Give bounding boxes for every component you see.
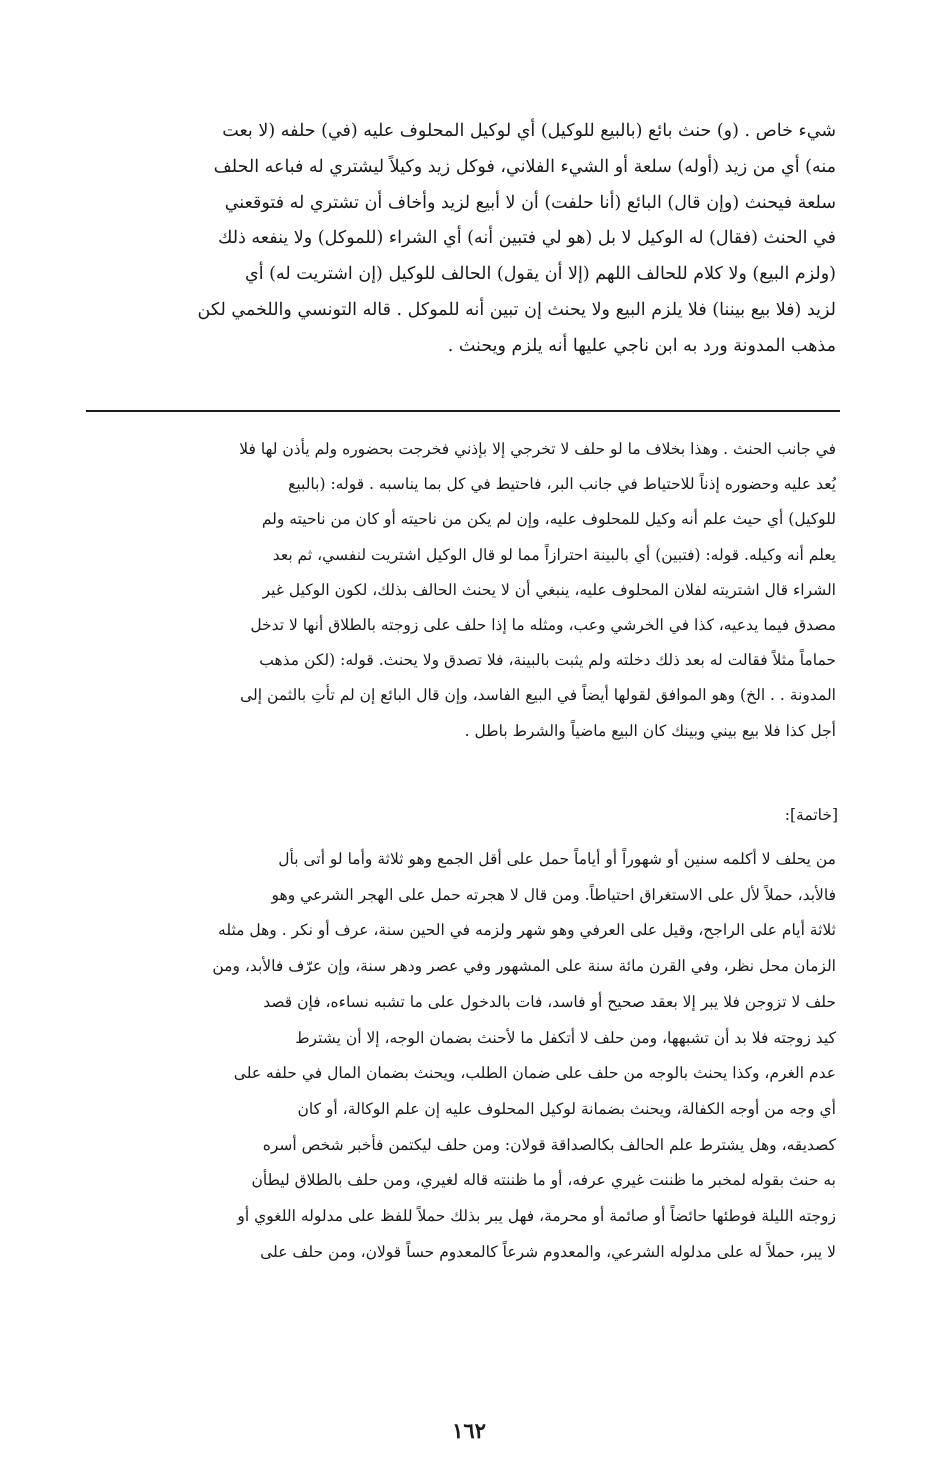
khatima-line: به حنث بقوله لمخبر ما ظننت غيري عرفه، أو ما ظننته قاله لغيري، ومن حلف بالطلاق ليطأن [251,1171,836,1190]
main-text-block [86,114,836,365]
khatima-line: من يحلف لا أكلمه سنين أو شهوراً أو أياماً حمل على أقل الجمع وهو ثلاثة وأما لو أتى بأل [278,850,836,868]
footnote-line: المدونة . . الخ) وهو الموافق لقولها أيضاً في البيع الفاسد، وإن قال البائع إن لم تأتِ بالثمن إلى [240,686,836,705]
footnote-line: أجل كذا فلا بيع بيني وبينك كان البيع ماضياً والشرط باطل . [464,721,836,740]
khatima-line: أي وجه من أوجه الكفالة، ويحنث بضمانة لوكيل المحلوف عليه إن علم الوكالة، أو كان [297,1099,836,1118]
khatima-line: زوجته الليلة فوطئها حائضاً أو صائمة أو محرمة، فهل يبر بذلك حملاً للفظ على مدلوله اللغوي أو [237,1207,836,1226]
khatima-block [86,842,836,1270]
main-text-line: لزيد (فلا بيع بيننا) فلا يلزم البيع ولا يحنث إن تبين أنه للموكل . قاله التونسي واللخمي لكن [197,299,836,320]
page-number: ١٦٢ [452,1418,486,1443]
khatima-line: ثلاثة أيام على الراجح، وقيل على العرفي وهو شهر ولزمه في الحين سنة، عرف أو نكر . وهل مثله [218,921,836,940]
khatima-line: حلف لا تزوجن فلا يبر إلا بعقد صحيح أو فاسد، فات بالدخول على ما تشبه نساءه، فإن قصد [263,992,836,1011]
footnote-block [86,432,836,749]
footnote-line: يُعد عليه وحضوره إذناً للاحتياط في جانب البر، فاحتيط في كل بما يناسبه . قوله: (بالبيع [288,475,836,494]
main-text-line: شيء خاص . (و) حنث بائع (بالبيع للوكيل) أي لوكيل المحلوف عليه (في) حلفه (لا بعت [222,121,836,141]
footnote-line: حماماً مثلاً فقالت له بعد ذلك دخلته ولم يثبت بالبينة، فلا تصدق ولا يحنث. قوله: (لكن مذهب [259,651,836,670]
main-text-line: منه) أي من زيد (أوله) سلعة أو الشيء الفلاني، فوكل زيد وكيلاً ليشتري له فباعه الحلف [213,156,836,177]
main-text-line: مذهب المدونة ورد به ابن ناجي عليها أنه يلزم ويحنث . [447,335,836,356]
khatima-line: لا يبر، حملاً له على مدلوله الشرعي، والمعدوم شرعاً كالمعدوم حساً قولان، ومن حلف على [260,1242,836,1261]
footnote-line: مصدق فيما يدعيه، كذا في الخرشي وعب، ومثله ما إذا حلف على زوجته بالطلاق أنها لا تدخل [250,616,836,635]
main-text-line: في الحنث (فقال) له الوكيل لا بل (هو لي فتبين أنه) أي الشراء (للموكل) ولا ينفعه ذلك [217,228,836,249]
main-text-line: (ولزم البيع) ولا كلام للحالف اللهم (إلا أن يقول) الحالف للوكيل (إن اشتريت له) أي [245,264,836,285]
khatima-line: فالأبد، حملاً لأل على الاستغراق احتياطاً. ومن قال لا هجرته حمل على الهجر الشرعي وهو [271,885,836,904]
khatima-line: الزمان محل نظر، وفي القرن مائة سنة على المشهور وفي عصر ودهر سنة، وإن عرّف فالأبد، ومن [212,957,836,976]
footnote-line: الشراء قال اشتريته لفلان المحلوف عليه، ينبغي أن لا يحنث الحالف بذلك، لكون الوكيل غير [262,580,836,599]
footnote-line: في جانب الحنث . وهذا بخلاف ما لو حلف لا تخرجي إلا بإذني فخرجت بحضوره ولم يأذن لها فلا [239,440,836,458]
footnote-divider [86,410,840,412]
khatima-line: كيد زوجته فلا بد أن تشبهها، ومن حلف لا أتكفل ما لأحنث بضمان الوجه، إلا أن يشترط [295,1028,836,1047]
footnote-line: للوكيل) أي حيث علم أنه وكيل للمحلوف عليه، وإن لم يكن من ناحيته أو كان من ناحيته ولم [261,510,836,529]
footnote-line: يعلم أنه وكيله. قوله: (فتبين) أي بالبينة احترازاً مما لو قال الوكيل اشتريت لنفسي، ثم بعد [272,545,836,564]
main-text-line: سلعة فيحنث (وإن قال) البائع (أنا حلفت) أن لا أبيع لزيد وأخاف أن تشتري له فتوقعني [224,192,836,213]
khatima-line: كصديقه، وهل يشترط علم الحالف بكالصداقة قولان: ومن حلف ليكتمن فأخبر شخص أسره [262,1135,836,1154]
khatima-heading: [خاتمة]: [784,806,838,824]
khatima-line: عدم الغرم، وكذا يحنث بالوجه من حلف على ضمان الطلب، ويحنث بضمان المال في حلفه على [233,1064,836,1083]
